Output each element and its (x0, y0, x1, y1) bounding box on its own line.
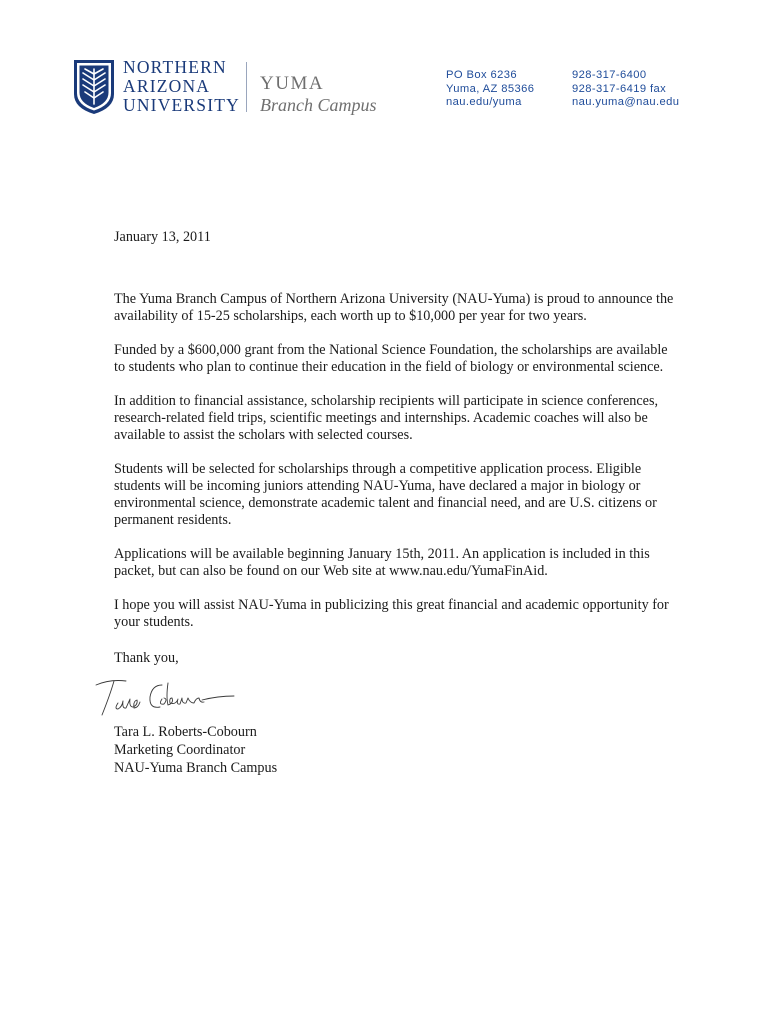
website-link[interactable]: nau.edu/yuma (446, 96, 522, 108)
campus-name: YUMA (260, 73, 325, 94)
phone-number: 928-317-6400 (572, 69, 647, 81)
signature-block (114, 723, 674, 777)
fax-number: 928-317-6419 fax (572, 82, 667, 95)
closing: Thank you, (114, 650, 179, 666)
address-line: Yuma, AZ 85366 (446, 82, 535, 95)
signer-title: Marketing Coordinator (114, 742, 246, 758)
signer-organization: NAU-Yuma Branch Campus (114, 760, 278, 776)
university-name-line: ARIZONA (123, 76, 211, 96)
signature-area (114, 671, 674, 723)
letter-date: January 13, 2011 (114, 229, 211, 245)
nau-shield-icon (72, 58, 116, 116)
signer-name: Tara L. Roberts-Cobourn (114, 724, 257, 740)
email-link[interactable]: nau.yuma@nau.edu (572, 96, 680, 108)
university-name (123, 58, 240, 115)
body-paragraph: The Yuma Branch Campus of Northern Arizona University (NAU-Yuma) is proud to announce the availability of 15-25 scholarships, each worth up to $10,000 per year for two years. (114, 291, 674, 324)
handwritten-signature (92, 671, 252, 719)
body-paragraph: Students will be selected for scholarships through a competitive application process. Eligible students will be incoming juniors attending NAU-Yuma, have declared a major in biology or environmental science, demonstrate academic talent and financial need, and are U.S. citizens or permanent residents. (114, 461, 657, 528)
body-paragraph: I hope you will assist NAU-Yuma in publicizing this great financial and academic opportunity for your students. (114, 597, 669, 630)
address-block (446, 69, 534, 110)
body-paragraph: In addition to financial assistance, scholarship recipients will participate in science conferences, research-related field trips, scientific meetings and internships. Academic coaches will also be available to assist the scholars with selected courses. (114, 393, 659, 443)
logo-divider (246, 62, 247, 112)
university-name-line: UNIVERSITY (123, 95, 240, 115)
body-paragraph: Funded by a $600,000 grant from the National Science Foundation, the scholarships are available to students who plan to continue their education in the field of biology or environmental science. (114, 342, 668, 375)
campus-subtitle: Branch Campus (260, 95, 377, 115)
address-line: PO Box 6236 (446, 69, 517, 81)
university-name-line: NORTHERN (123, 57, 227, 77)
phone-block (572, 69, 679, 110)
body-paragraph: Applications will be available beginning January 15th, 2011. An application is included in this packet, but can also be found on our Web site at www.nau.edu/YumaFinAid. (114, 546, 650, 579)
letter-body (114, 229, 674, 777)
